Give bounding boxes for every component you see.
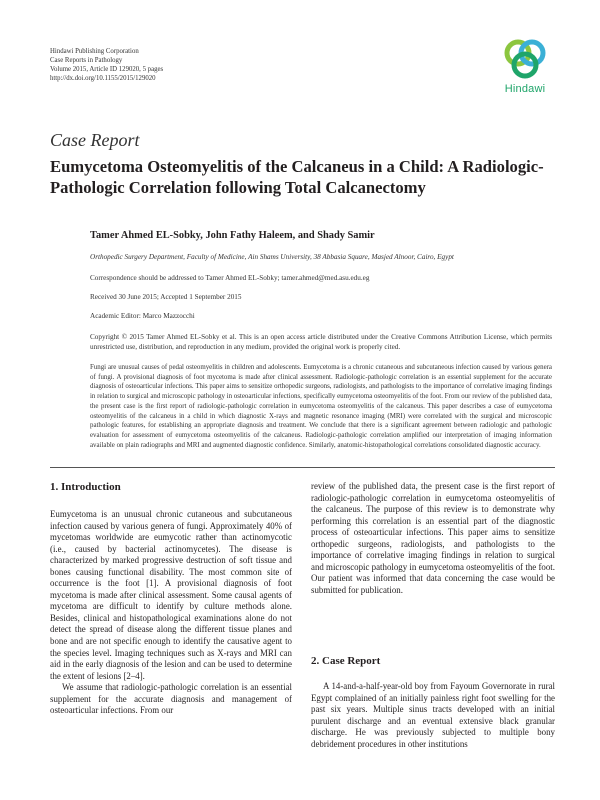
intro-paragraph-2: We assume that radiologic-pathologic correlation is an essential supplement for the accurate diagnosis and management of osteoarticular infections. From our — [50, 682, 292, 716]
introduction-body — [50, 509, 292, 717]
correspondence: Correspondence should be addressed to Tamer Ahmed EL-Sobky; tamer.ahmed@med.asu.edu.eg — [90, 274, 370, 282]
journal-header — [50, 47, 163, 83]
publisher-line: Hindawi Publishing Corporation — [50, 48, 139, 55]
hindawi-logo-text: Hindawi — [504, 83, 546, 95]
journal-line: Case Reports in Pathology — [50, 57, 123, 64]
case-report-heading: 2. Case Report — [311, 655, 381, 667]
hindawi-logo-icon — [494, 36, 556, 82]
doi-link[interactable]: http://dx.doi.org/10.1155/2015/129020 — [50, 75, 156, 82]
introduction-continued — [311, 481, 555, 596]
article-type: Case Report — [50, 130, 140, 150]
intro-paragraph-1: Eumycetoma is an unusual chronic cutaneous and subcutaneous infection caused by various genera of fungi. Approximately 40% of mycetomas worldwide are eumycotic rather than actinomycotic (i.e., caused by bacterial actinomycetes). The disease is characterized by marked progressive destruction of soft tissue and bones causing functional disability. The most common site of occurrence is the foot [1]. A provisional diagnosis of foot mycetoma is made after clinical assessment. Some causal agents of mycetoma are difficult to identify by culture methods alone. Besides, clinical and histopathological examinations alone do not detect the spread of disease along the different tissue planes and bone and are not specific enough to identify the causative agent to the species level. Imaging techniques such as X-rays and MRI can aid in the early diagnosis of the lesion and can be used to determine the extent of lesions [2–4]. — [50, 509, 292, 681]
section-divider — [50, 467, 555, 468]
article-title: Eumycetoma Osteomyelitis of the Calcaneus in a Child: A Radiologic-Pathologic Correlation following Total Calcanectomy — [50, 157, 544, 197]
affiliation: Orthopedic Surgery Department, Faculty of Medicine, Ain Shams University, 38 Abbasia Square, Masjed Alnoor, Cairo, Egypt — [90, 253, 454, 261]
received-dates: Received 30 June 2015; Accepted 1 September 2015 — [90, 293, 242, 301]
abstract: Fungi are unusual causes of pedal osteomyelitis in children and adolescents. Eumycetoma is a chronic cutaneous and subcutaneous infection caused by various genera of fungi. A provisional diagnosis of foot mycetoma is made after clinical assessment. Radiologic-pathologic correlation is an essential supplement for the accurate diagnosis of osteoarticular infections. This paper aims to sensitize orthopedic surgeons, radiologists, and pathologists to the importance of correlative imaging findings in relation to surgical and microscopic pathology in osteoarticular infections, specifically eumycetoma osteomyelitis of the foot. From our review of the published data, the present case is the first report of radiologic-pathologic correlation in eumycetoma osteomyelitis of the calcaneus. This paper describes a case of eumycetoma osteomyelitis of the calcaneus in a child in which diagnostic X-rays and magnetic resonance imaging (MRI) were correlated with the surgical and microscopic pathologic features, for establishing an appropriate diagnosis and treatment. We conclude that there is a significant agreement between radiologic and pathologic evaluation for assessment of eumycetoma osteomyelitis of the calcaneus. Radiologic-pathologic correlation amplified our interpretation of imaging information available on plain radiographs and MRI and augmented diagnostic confidence. Similarly, anatomic-histopathological correlations consolidated diagnostic accuracy. — [90, 364, 552, 449]
introduction-heading: 1. Introduction — [50, 481, 121, 493]
case-report-body — [311, 681, 555, 750]
volume-line: Volume 2015, Article ID 129020, 5 pages — [50, 66, 164, 73]
authors: Tamer Ahmed EL-Sobky, John Fathy Haleem, and Shady Samir — [90, 230, 375, 241]
hindawi-logo — [494, 36, 556, 102]
copyright-notice: Copyright © 2015 Tamer Ahmed EL-Sobky et al. This is an open access article distributed under the Creative Commons Attribution License, which permits unrestricted use, distribution, and reproduction in any medium, provided the original work is properly cited. — [90, 333, 552, 351]
case-paragraph-1: A 14-and-a-half-year-old boy from Fayoum Governorate in rural Egypt complained of an initially painless right foot swelling for the past six years. Multiple sinus tracts developed with an initial purulent discharge and an eventual extensive black granular discharge. He was previously subjected to multiple bony debridement procedures in other institutions — [311, 681, 555, 749]
intro-paragraph-2-continued: review of the published data, the present case is the first report of radiologic-pathologic correlation in eumycetoma osteomyelitis of the calcaneus. The purpose of this review is to demonstrate why performing this correlation is an essential part of the diagnostic process of osteoarticular infections. This paper aims to sensitize orthopedic surgeons, radiologists, and pathologists to the importance of correlative imaging findings in relation to surgical and microscopic pathology in eumycetoma osteomyelitis of the foot. Our patient was informed that data concerning the case would be submitted for publication. — [311, 481, 555, 595]
academic-editor: Academic Editor: Marco Mazzocchi — [90, 312, 195, 320]
